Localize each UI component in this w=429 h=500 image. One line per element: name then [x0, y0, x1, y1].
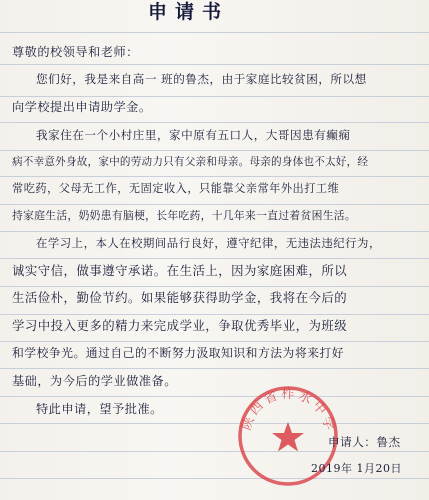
seal-star-icon	[272, 422, 304, 452]
letter-line-2: 向学校提出申请助学金。	[12, 100, 152, 114]
letter-line-1: 您们好，我是来自高一 班的鲁杰，由于家庭比较贫困，所以想	[36, 72, 367, 86]
letter-line-7: 在学习上，本人在校期间品行良好，遵守纪律，无违法违纪行为，	[36, 236, 381, 250]
seal-text: 陕西省柞水中学	[239, 386, 338, 435]
letter-line-4: 病不幸意外身故，家中的劳动力只有父亲和母亲。母亲的身体也不太好，经	[12, 156, 369, 168]
letter-line-9: 生活俭朴，勤俭节约。如果能够获得助学金，我将在今后的	[12, 290, 348, 305]
letter-title: 申请书	[148, 1, 230, 23]
letter-line-5: 常吃药，父母无工作，无固定收入，只能靠父亲常年外出打工维	[12, 182, 340, 195]
letter-line-8: 诚实守信，做事遵守承诺。在生活上，因为家庭困难，所以	[12, 263, 348, 278]
letter-date: 2019年 1月20日	[311, 462, 402, 475]
salutation: 尊敬的校领导和老师：	[12, 45, 139, 59]
signature: 申请人：鲁杰	[328, 435, 401, 449]
letter-line-11: 和学校争光。通过自己的不断努力汲取知识和方法为将来打好	[12, 346, 345, 360]
letter-line-13: 特此申请，望予批准。	[36, 402, 163, 416]
letter-line-12: 基础，为今后的学业做准备。	[12, 374, 177, 388]
letter-line-10: 学习中投入更多的精力来完成学业，争取优秀毕业，为班级	[12, 318, 348, 333]
letter-line-3: 我家住在一个小村庄里，家中原有五口人，大哥因患有癫痫	[36, 128, 351, 142]
letter-line-6: 持家庭生活，奶奶患有脑梗，长年吃药，十几年来一直过着贫困生活。	[12, 209, 356, 222]
